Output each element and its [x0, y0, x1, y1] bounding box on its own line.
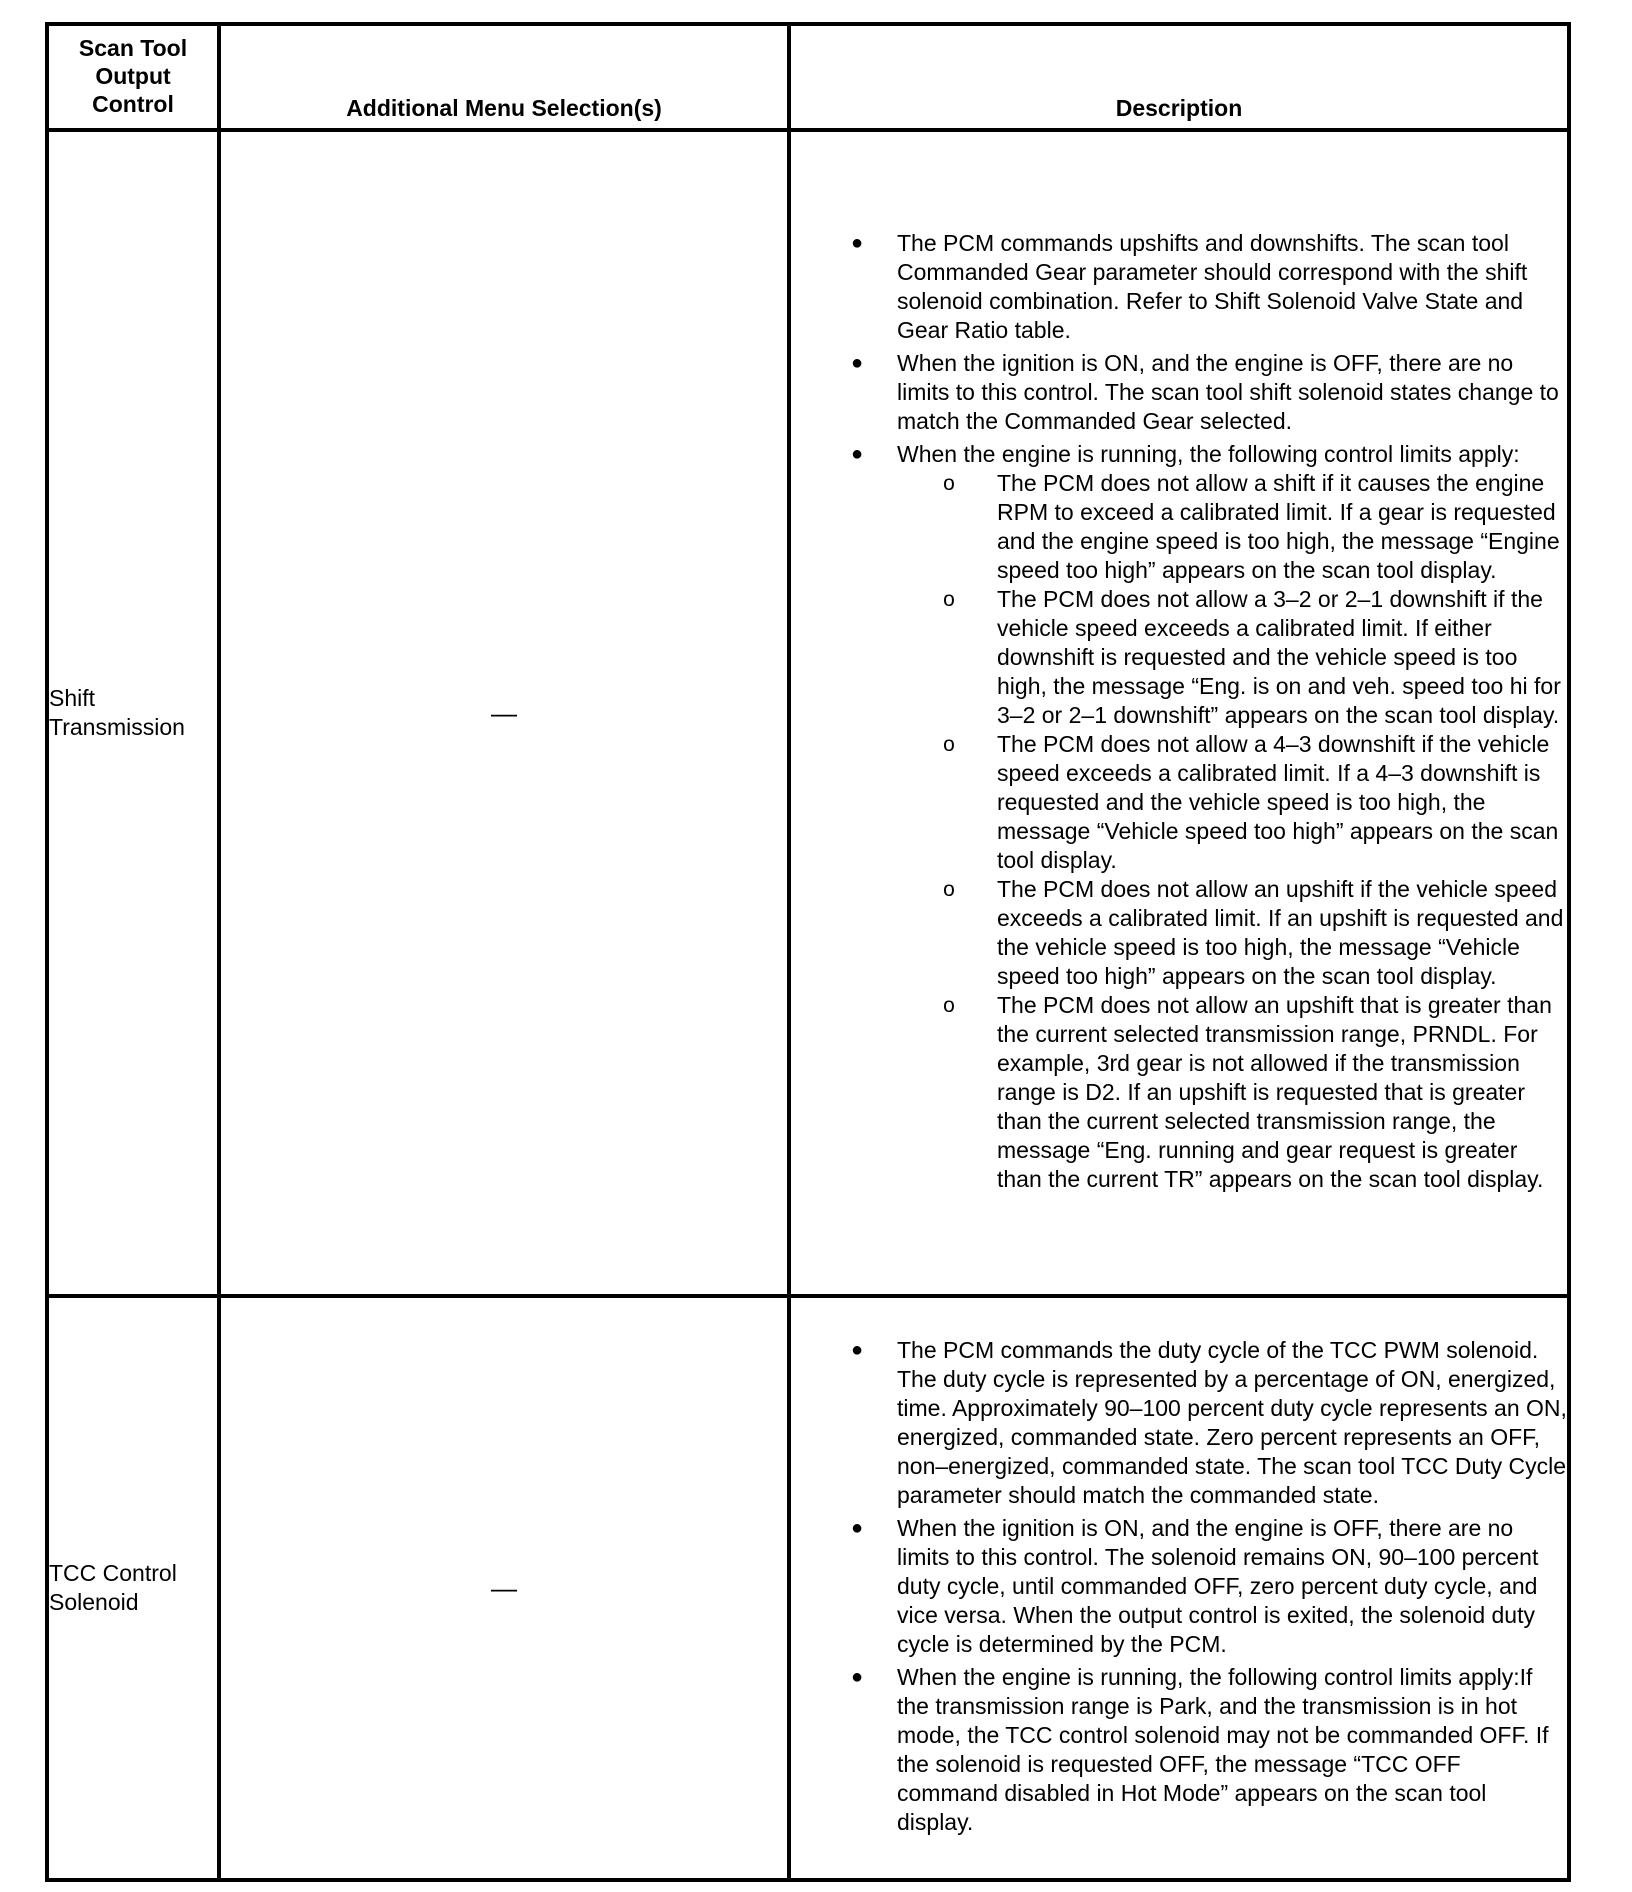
sub-bullet-text: The PCM does not allow a shift if it causes the engine RPM to exceed a calibrated limit. If a gear is requested and the engine speed is too high, the message “Engine speed too high” appears on the scan tool display. [997, 469, 1560, 583]
sub-list-item [791, 991, 1567, 1194]
control-cell [47, 130, 219, 1296]
bullet-text: When the ignition is ON, and the engine is OFF, there are no limits to this control. The scan tool shift solenoid states change to match the Commanded Gear selected. [897, 349, 1559, 434]
sub-bullet-text: The PCM does not allow a 4–3 downshift if the vehicle speed exceeds a calibrated limit. If a 4–3 downshift is requested and the vehicle speed is too high, the message “Vehicle speed too high” appears on the scan tool display. [997, 730, 1559, 873]
menu-selection-cell: — [219, 130, 789, 1296]
header-scan-tool-output-control [47, 24, 219, 130]
bullet-marker: ● [850, 351, 864, 374]
bullet-marker: ● [850, 1665, 864, 1688]
sub-list-item [791, 875, 1567, 991]
sub-list-item [791, 469, 1567, 585]
sub-bullet-text: The PCM does not allow an upshift if the vehicle speed exceeds a calibrated limit. If an upshift is requested and the vehicle speed is too high, the message “Vehicle speed too high” appears on the scan tool display. [997, 875, 1564, 989]
bullet-marker: ● [850, 231, 864, 254]
header-description: Description [789, 24, 1569, 130]
sub-bullet-marker: o [943, 877, 955, 901]
scan-tool-output-control-table [45, 22, 1571, 1882]
sub-list-item [791, 585, 1567, 730]
control-label-line: TCC Control [49, 1560, 177, 1586]
list-item [791, 1663, 1567, 1837]
control-label-line: Solenoid [49, 1589, 139, 1615]
bullet-text: The PCM commands the duty cycle of the TCC PWM solenoid. The duty cycle is represented by a percentage of ON, energized, time. Approximately 90–100 percent duty cycle represents an ON, energized, commanded state. Zero percent represents an OFF, non–energized, commanded state. The scan tool TCC Duty Cycle parameter should match the commanded state. [897, 1336, 1567, 1508]
header-line: Scan Tool [78, 35, 188, 61]
list-item [791, 440, 1567, 1194]
sub-bullet-list [791, 469, 1567, 1194]
document-page [45, 22, 1567, 1872]
header-row [47, 24, 1569, 130]
table-row [47, 1296, 1569, 1880]
sub-list-item [791, 730, 1567, 875]
bullet-text: When the ignition is ON, and the engine is OFF, there are no limits to this control. The solenoid remains ON, 90–100 percent duty cycle, until commanded OFF, zero percent duty cycle, and vice versa. When the output control is exited, the solenoid duty cycle is determined by the PCM. [897, 1514, 1539, 1657]
header-additional-menu-selections: Additional Menu Selection(s) [219, 24, 789, 130]
control-label-line: Transmission [49, 714, 185, 740]
description-cell [789, 1296, 1569, 1880]
bullet-marker: ● [850, 442, 864, 465]
bullet-text: The PCM commands upshifts and downshifts. The scan tool Commanded Gear parameter should correspond with the shift solenoid combination. Refer to Shift Solenoid Valve State and Gear Ratio table. [897, 229, 1528, 343]
table-row [47, 130, 1569, 1296]
control-label-line: Shift [49, 685, 96, 711]
sub-bullet-text: The PCM does not allow an upshift that is greater than the current selected transmission range, PRNDL. For example, 3rd gear is not allowed if the transmission range is D2. If an upshift is requested that is greater than the current selected transmission range, the message “Eng. running and gear request is greater than the current TR” appears on the scan tool display. [997, 991, 1552, 1192]
bullet-text: When the engine is running, the following control limits apply:If the transmission range is Park, and the transmission is in hot mode, the TCC control solenoid may not be commanded OFF. If the solenoid is requested OFF, the message “TCC OFF command disabled in Hot Mode” appears on the scan tool display. [897, 1663, 1549, 1835]
bullet-list [791, 229, 1567, 1194]
bullet-list [791, 1336, 1567, 1837]
sub-bullet-text: The PCM does not allow a 3–2 or 2–1 downshift if the vehicle speed exceeds a calibrated limit. If either downshift is requested and the vehicle speed is too high, the message “Eng. is on and veh. speed too hi for 3–2 or 2–1 downshift” appears on the scan tool display. [997, 585, 1561, 728]
control-cell [47, 1296, 219, 1880]
sub-list-wrapper [791, 469, 1567, 1194]
description-cell [789, 130, 1569, 1296]
bullet-marker: ● [850, 1338, 864, 1361]
list-item [791, 1336, 1567, 1510]
header-line: Output [95, 63, 171, 89]
sub-bullet-marker: o [943, 993, 955, 1017]
bullet-marker: ● [850, 1516, 864, 1539]
header-line: Control [92, 91, 174, 117]
sub-bullet-marker: o [943, 471, 955, 495]
list-item [791, 229, 1567, 345]
menu-selection-cell: — [219, 1296, 789, 1880]
sub-bullet-marker: o [943, 587, 955, 611]
list-item [791, 1514, 1567, 1659]
sub-bullet-marker: o [943, 732, 955, 756]
bullet-text: When the engine is running, the following control limits apply: [897, 440, 1520, 467]
list-item [791, 349, 1567, 436]
